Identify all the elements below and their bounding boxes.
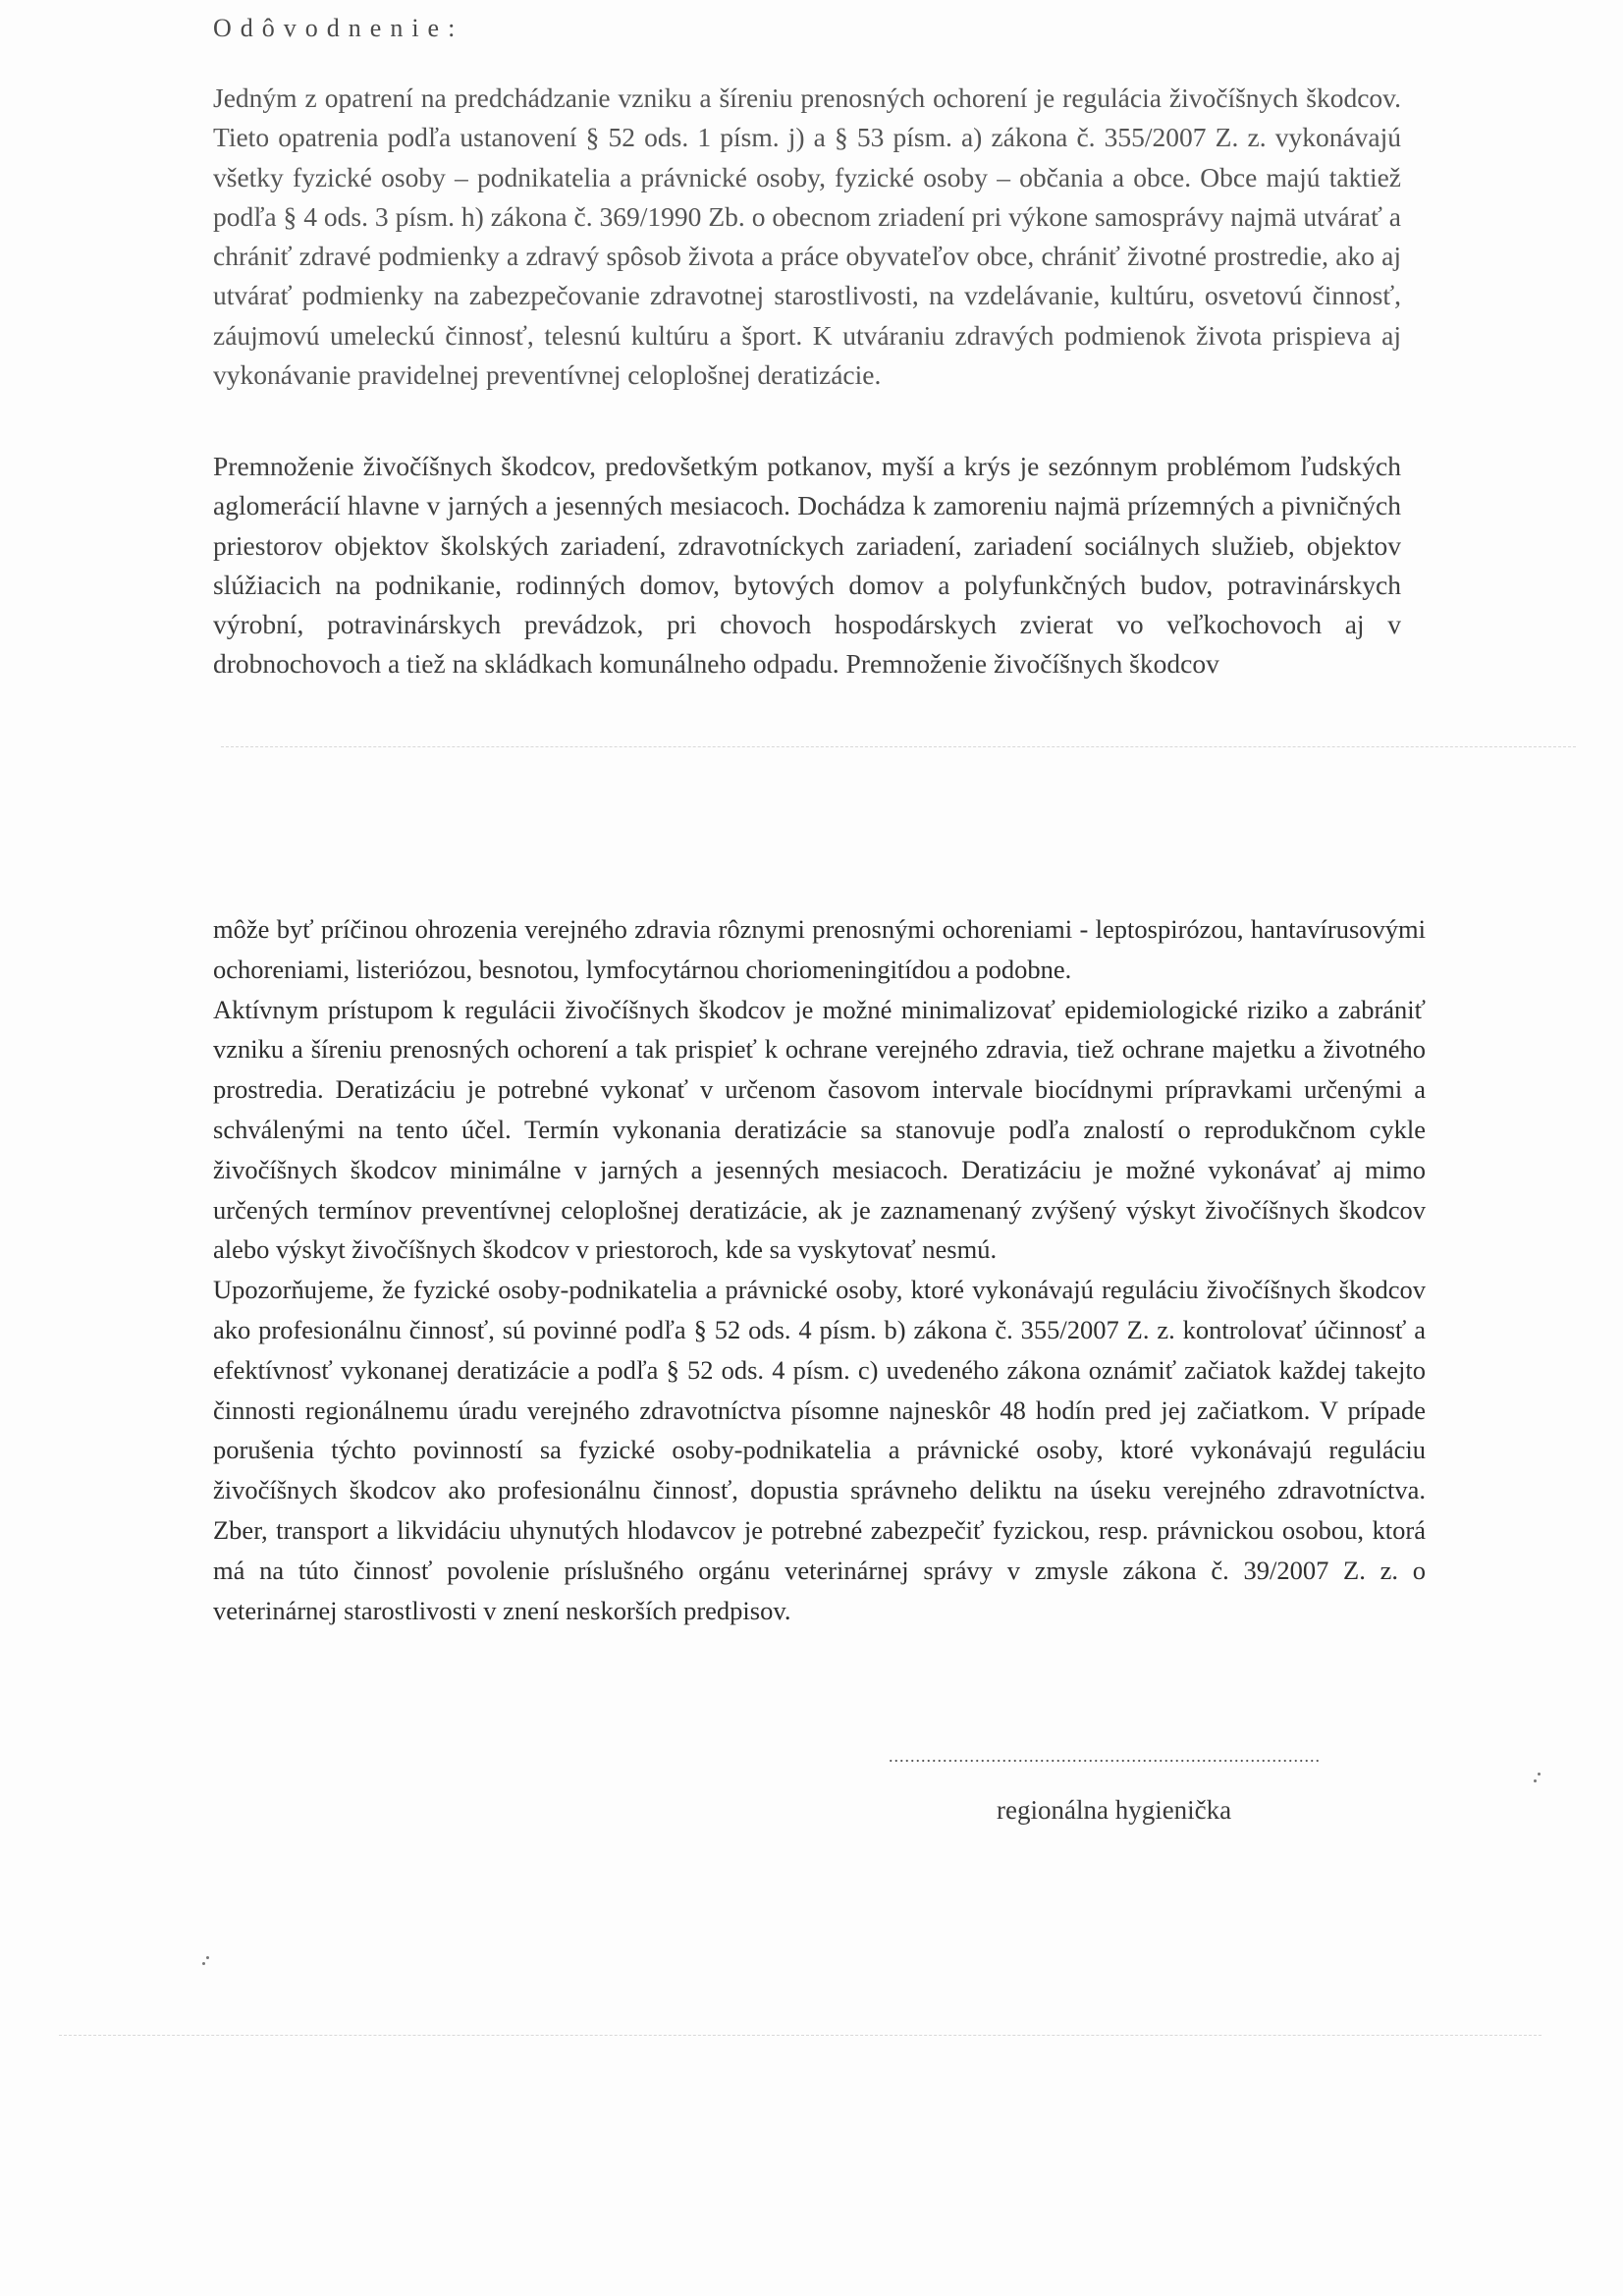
scan-speck [1538,1773,1541,1776]
main-text-block [213,909,1426,1630]
paragraph-pest-overpopulation [213,447,1401,684]
signature-block [889,1746,1321,1825]
paragraph-text: Jedným z opatrení na predchádzanie vzniku a šíreniu prenosných ochorení je regulácia živočíšnych škodcov. Tieto opatrenia podľa ustanovení § 52 ods. 1 písm. j) a § 53 písm. a) zákona č. 355/2007 Z. z. vykonávajú všetky fyzické osoby – podnikatelia a právnické osoby, fyzické osoby – občania a obce. Obce majú taktiež podľa § 4 ods. 3 písm. h) zákona č. 369/1990 Zb. o obecnom zriadení pri výkone samosprávy najmä utvárať a chrániť zdravé podmienky a zdravý spôsob života a práce obyvateľov obce, chrániť životné prostredie, ako aj utvárať podmienky na zabezpečovanie zdravotnej starostlivosti, na vzdelávanie, kultúru, osvetovú činnosť, záujmovú umeleckú činnosť, telesnú kultúru a šport. K utváraniu zdravých podmienok života prispieva aj vykonávanie pravidelnej preventívnej celoplošnej deratizácie. [213,82,1401,391]
paragraph-active-approach: Aktívnym prístupom k regulácii živočíšnych škodcov je možné minimalizovať epidemiologické riziko a zabrániť vzniku a šíreniu prenosných ochorení a tak prispieť k ochrane verejného zdravia, tiež ochrane majetku a životného prostredia. Deratizáciu je potrebné vykonať v určenom časovom intervale biocídnymi prípravkami určenými a schválenými na tento účel. Termín vykonania deratizácie sa stanovuje podľa znalostí o reprodukčnom cykle živočíšnych škodcov minimálne v jarných a jesenných mesiacoch. Deratizáciu je možné vykonávať aj mimo určených termínov preventívnej celoplošnej deratizácie, ak je zaznamenaný zvýšený výskyt živočíšnych škodcov alebo výskyt živočíšnych škodcov v priestoroch, kde sa vyskytovať nesmú. [213,994,1426,1265]
paragraph-notice: Upozorňujeme, že fyzické osoby-podnikatelia a právnické osoby, ktoré vykonávajú reguláciu živočíšnych škodcov ako profesionálnu činnosť, sú povinné podľa § 52 ods. 4 písm. b) zákona č. 355/2007 Z. z. kontrolovať účinnosť a efektívnosť vykonanej deratizácie a podľa § 52 ods. 4 písm. c) uvedeného zákona oznámiť začiatok každej takejto činnosti regionálnemu úradu verejného zdravotníctva písomne najneskôr 48 hodín pred jej začiatkom. V prípade porušenia týchto povinností sa fyzické osoby-podnikatelia a právnické osoby, ktoré vykonávajú reguláciu živočíšnych škodcov ako profesionálnu činnosť, dopustia správneho deliktu na úseku verejného zdravotníctva. Zber, transport a likvidáciu uhynutých hlodavcov je potrebné zabezpečiť fyzickou, resp. právnickou osobou, ktorá má na túto činnosť povolenie príslušného orgánu veterinárnej správy v zmysle zákona č. 39/2007 Z. z. o veterinárnej starostlivosti v znení neskorších predpisov. [213,1275,1426,1625]
page-break-line [221,746,1576,747]
scan-speck [202,1962,205,1965]
scan-speck [206,1956,209,1959]
signature-line: ................................................................................ [889,1746,1321,1766]
paragraph-text: Premnoženie živočíšnych škodcov, predovšetkým potkanov, myší a krýs je sezónnym problémom ľudských aglomerácií hlavne v jarných a jesenných mesiacoch. Dochádza k zamoreniu najmä prízemných a pivničných priestorov objektov školských zariadení, zdravotníckych zariadení, zariadení sociálnych služieb, objektov slúžiacich na podnikanie, rodinných domov, bytových domov a polyfunkčných budov, potravinárskych výrobní, potravinárskych prevádzok, pri chovoch hospodárskych zvierat vo veľkochovoch aj v drobnochovoch a tiež na skládkach komunálneho odpadu. Premnoženie živočíšnych škodcov [213,451,1401,680]
signatory-title: regionálna hygienička [997,1795,1232,1825]
bottom-edge-line [59,2035,1542,2036]
section-heading: Odôvodnenie: [213,14,464,42]
paragraph-legal-basis [213,79,1401,395]
paragraph-diseases: môže byť príčinou ohrozenia verejného zdravia rôznymi prenosnými ochoreniami - leptospirózou, hantavírusovými ochoreniami, listeriózou, besnotou, lymfocytárnou choriomeningitídou a podobne. [213,914,1426,984]
scan-speck [1534,1779,1537,1782]
